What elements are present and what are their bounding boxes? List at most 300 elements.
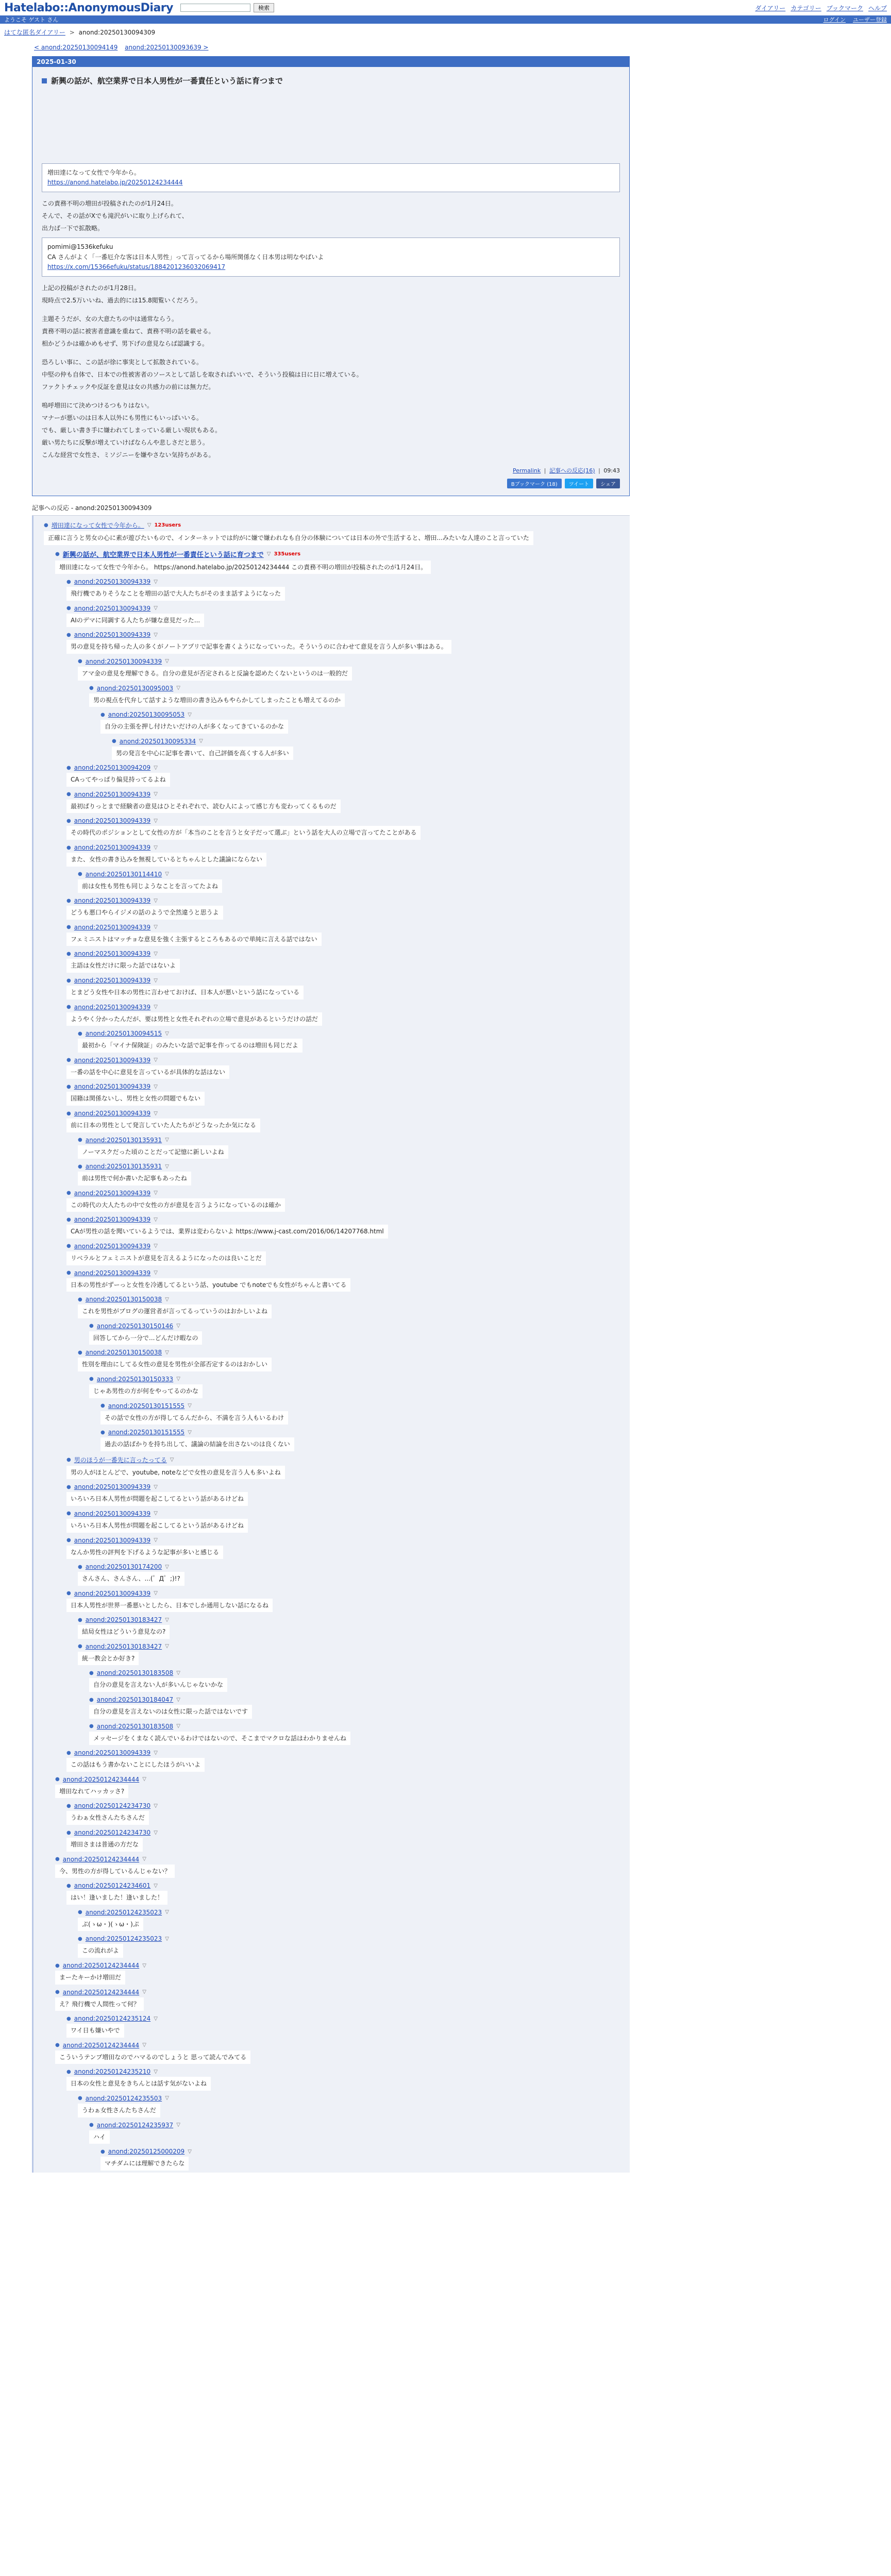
expand-icon[interactable]: ▽ bbox=[165, 1349, 169, 1355]
bullet-icon: ● bbox=[55, 551, 60, 557]
response-header bbox=[100, 2148, 630, 2155]
expand-icon[interactable]: ▽ bbox=[165, 1909, 169, 1916]
response-link[interactable]: anond:20250130094339 bbox=[74, 1110, 151, 1117]
response-body: 自分の主張を押し付けたいだけの人が多くなってきているのかな bbox=[100, 720, 288, 734]
expand-icon[interactable]: ▽ bbox=[154, 977, 158, 984]
response-item bbox=[55, 1774, 630, 1801]
expand-icon[interactable]: ▽ bbox=[165, 2095, 169, 2102]
response-body: メッセージをくまなく読んでいるわけではないので、そこまでマクロな話はわかりませんね bbox=[89, 1732, 350, 1745]
response-item bbox=[100, 1427, 630, 1453]
expand-icon[interactable]: ▽ bbox=[142, 1989, 146, 1995]
response-header bbox=[66, 605, 630, 612]
entry-title[interactable] bbox=[42, 75, 620, 86]
expand-icon[interactable]: ▽ bbox=[165, 1617, 169, 1623]
response-item bbox=[66, 1241, 630, 1267]
response-item bbox=[66, 1800, 630, 1827]
next-entry-link[interactable]: anond:20250130093639 > bbox=[125, 44, 209, 51]
response-header bbox=[55, 1989, 630, 1996]
response-header bbox=[78, 1616, 630, 1623]
response-body: はい！逢いました！逢いました！ bbox=[66, 1891, 167, 1905]
quote-block bbox=[42, 163, 620, 192]
response-body: この時代の大人たちの中で女性の方が意見を言うようになっているのは確か bbox=[66, 1198, 285, 1212]
response-link[interactable]: anond:20250130094339 bbox=[74, 1003, 151, 1011]
response-header bbox=[66, 1004, 630, 1011]
bullet-icon: ● bbox=[66, 1590, 71, 1597]
response-item bbox=[66, 1880, 630, 1907]
bullet-icon: ● bbox=[66, 765, 71, 771]
user-bar bbox=[0, 15, 891, 24]
response-header bbox=[78, 1163, 630, 1170]
response-header bbox=[66, 1216, 630, 1223]
response-link[interactable]: anond:20250130150146 bbox=[96, 1322, 174, 1330]
response-item bbox=[78, 869, 630, 895]
response-body: AIのデマに同調する人たちが嫌な意見だった... bbox=[66, 614, 204, 628]
expand-icon[interactable]: ▽ bbox=[154, 1803, 158, 1809]
response-link[interactable]: anond:20250130094339 bbox=[74, 578, 151, 586]
response-item bbox=[55, 1854, 630, 1880]
expand-icon[interactable]: ▽ bbox=[154, 1883, 158, 1889]
main-content bbox=[0, 41, 630, 2173]
response-body: 増田なれてハッカッさ? bbox=[55, 1785, 128, 1799]
top-link-bookmark[interactable]: ブックマーク bbox=[826, 4, 863, 12]
expand-icon[interactable]: ▽ bbox=[154, 1590, 158, 1597]
bullet-icon: ● bbox=[55, 1962, 60, 1969]
top-link-diary[interactable]: ダイアリー bbox=[755, 4, 786, 12]
expand-icon[interactable]: ▽ bbox=[142, 1856, 146, 1862]
response-item bbox=[66, 2066, 630, 2093]
body-line: 現時点で2.5万いいね、過去的には15.8閲覧いくだろう。 bbox=[42, 296, 201, 304]
response-header bbox=[66, 1269, 630, 1277]
expand-icon[interactable]: ▽ bbox=[176, 1323, 180, 1329]
response-link[interactable]: anond:20250130094339 bbox=[74, 977, 151, 985]
response-header bbox=[78, 871, 630, 878]
bullet-icon: ● bbox=[66, 977, 71, 984]
expand-icon[interactable]: ▽ bbox=[142, 1962, 146, 1969]
response-link[interactable]: anond:20250130094339 bbox=[74, 844, 151, 852]
response-link[interactable]: anond:20250130114410 bbox=[85, 870, 162, 878]
response-header bbox=[66, 1537, 630, 1544]
response-header bbox=[66, 764, 630, 771]
response-link[interactable]: anond:20250124234730 bbox=[74, 1802, 151, 1810]
bullet-icon: ● bbox=[89, 2122, 94, 2128]
response-link[interactable]: anond:20250130094339 bbox=[74, 631, 151, 639]
response-item bbox=[66, 1108, 630, 1134]
body-line: 責務不明の話に被害者意識を重ねて、責務不明の話を載せる。 bbox=[42, 327, 215, 335]
response-item bbox=[78, 1161, 630, 1188]
response-link[interactable]: anond:20250124235937 bbox=[96, 2121, 174, 2129]
response-header bbox=[89, 1723, 630, 1730]
response-link[interactable]: anond:20250130150333 bbox=[96, 1375, 174, 1383]
bullet-icon: ● bbox=[44, 522, 48, 528]
response-header bbox=[89, 2122, 630, 2129]
expand-icon[interactable]: ▽ bbox=[154, 632, 158, 638]
page-navigation bbox=[32, 41, 630, 56]
response-body: え？飛行機で人間性って何？ bbox=[55, 1997, 144, 2011]
expand-icon[interactable]: ▽ bbox=[266, 551, 271, 557]
response-link[interactable]: anond:20250130183427 bbox=[85, 1642, 162, 1650]
expand-icon[interactable]: ▽ bbox=[142, 1776, 146, 1783]
response-header bbox=[112, 738, 630, 745]
response-body: 今、男性の方が得しているんじゃない？ bbox=[55, 1865, 175, 1878]
response-header bbox=[66, 1590, 630, 1597]
response-link[interactable]: anond:20250130184047 bbox=[96, 1696, 174, 1704]
bullet-icon: ● bbox=[66, 924, 71, 930]
top-link-category[interactable]: カテゴリー bbox=[791, 4, 821, 12]
expand-icon[interactable]: ▽ bbox=[165, 1137, 169, 1143]
expand-icon[interactable]: ▽ bbox=[154, 605, 158, 612]
response-item bbox=[55, 1987, 630, 2013]
response-link[interactable]: anond:20250130094339 bbox=[74, 1589, 151, 1597]
response-body: 結局女性はどういう意見なの? bbox=[78, 1625, 170, 1639]
body-line: この責務不明の増田が投稿されたのが1月24日。 bbox=[42, 200, 177, 208]
response-item bbox=[55, 2040, 630, 2066]
expand-icon[interactable]: ▽ bbox=[154, 1750, 158, 1756]
response-link[interactable]: anond:20250130094339 bbox=[74, 897, 151, 905]
bullet-icon: ● bbox=[66, 1750, 71, 1756]
response-item bbox=[66, 975, 630, 1002]
response-link[interactable]: anond:20250124234444 bbox=[62, 1855, 140, 1863]
response-body: さんさん、さんさん、...(゜Д゜;)!? bbox=[78, 1572, 184, 1586]
expand-icon[interactable]: ▽ bbox=[188, 1429, 192, 1435]
response-link[interactable]: 増田達になって女性で今年から。 bbox=[51, 521, 144, 529]
bullet-icon: ● bbox=[100, 711, 105, 718]
response-link[interactable]: anond:20250130095334 bbox=[119, 737, 196, 745]
response-item bbox=[66, 1535, 630, 1562]
breadcrumb-home[interactable]: はてな匿名ダイアリー bbox=[4, 29, 65, 36]
expand-icon[interactable]: ▽ bbox=[154, 1537, 158, 1543]
expand-icon[interactable]: ▽ bbox=[154, 897, 158, 904]
bullet-icon: ● bbox=[89, 1670, 94, 1676]
response-link[interactable]: anond:20250130183508 bbox=[96, 1669, 174, 1677]
bullet-icon: ● bbox=[66, 844, 71, 851]
response-header bbox=[66, 1083, 630, 1090]
response-header bbox=[78, 1030, 630, 1037]
response-item bbox=[100, 2146, 630, 2173]
response-link[interactable]: anond:20250124234444 bbox=[62, 2041, 140, 2049]
response-body: 統一教会とか好き? bbox=[78, 1652, 139, 1666]
expand-icon[interactable]: ▽ bbox=[154, 951, 158, 957]
response-header bbox=[66, 950, 630, 957]
login-link[interactable]: ログイン bbox=[823, 16, 846, 23]
response-item bbox=[78, 1614, 630, 1641]
expand-icon[interactable]: ▽ bbox=[170, 1456, 174, 1463]
tweet-button[interactable]: ツイート bbox=[565, 479, 594, 488]
bullet-icon: ● bbox=[66, 2015, 71, 2022]
tweet-link[interactable]: https://x.com/15366efuku/status/1884201236032069417 bbox=[47, 263, 226, 270]
response-body: 主語は女性だけに限った話ではないよ bbox=[66, 959, 180, 973]
expand-icon[interactable]: ▽ bbox=[165, 871, 169, 877]
response-link[interactable]: anond:20250130094339 bbox=[74, 1536, 151, 1544]
response-link[interactable]: anond:20250130094339 bbox=[74, 1189, 151, 1197]
bullet-icon: ● bbox=[66, 1829, 71, 1836]
entry-footer: Permalink | 記事への反応(16) | 09:43 bbox=[513, 467, 620, 474]
bullet-icon: ● bbox=[66, 1110, 71, 1116]
response-body: 自分の意見を言えない人が多いんじゃないかな bbox=[89, 1678, 227, 1692]
response-header bbox=[55, 1856, 630, 1863]
expand-icon[interactable]: ▽ bbox=[165, 1030, 169, 1037]
prev-entry-link[interactable]: < anond:20250130094149 bbox=[34, 44, 118, 51]
top-links bbox=[755, 4, 887, 12]
response-body: その話で女性の方が得してるんだから、不満を言う人もいるわけ bbox=[100, 1411, 288, 1425]
bullet-icon: ● bbox=[66, 1243, 71, 1249]
response-item bbox=[89, 1694, 630, 1721]
response-link[interactable]: anond:20250130094339 bbox=[74, 1269, 151, 1277]
response-link[interactable]: anond:20250130135931 bbox=[85, 1163, 162, 1171]
response-body: 男の意見を持ち帰った人の多くがノートアプリで記事を書くようになっていった。そういうのに合わせて意見を言う人が多い事はある。 bbox=[66, 640, 451, 654]
response-header bbox=[78, 1909, 630, 1916]
response-link[interactable]: anond:20250124235023 bbox=[85, 1908, 162, 1916]
bullet-icon: ● bbox=[78, 1564, 82, 1570]
response-link[interactable]: anond:20250124235124 bbox=[74, 2015, 151, 2023]
response-link[interactable]: anond:20250130094339 bbox=[74, 1083, 151, 1091]
bullet-icon: ● bbox=[66, 579, 71, 585]
welcome-text: ようこそ ゲスト さん bbox=[4, 16, 59, 23]
expand-icon[interactable]: ▽ bbox=[176, 1670, 180, 1676]
response-link[interactable]: anond:20250124235210 bbox=[74, 2068, 151, 2076]
response-link[interactable]: anond:20250130094339 bbox=[74, 817, 151, 825]
response-link[interactable]: anond:20250124234444 bbox=[62, 1775, 140, 1783]
response-item bbox=[78, 1028, 630, 1055]
response-header bbox=[89, 1323, 630, 1330]
bullet-icon: ● bbox=[66, 1803, 71, 1809]
response-body: CAってやっぱり偏見持ってるよね bbox=[66, 773, 170, 787]
response-link[interactable]: anond:20250130095003 bbox=[96, 684, 174, 692]
response-link[interactable]: anond:20250130094339 bbox=[85, 657, 162, 665]
response-header bbox=[66, 631, 630, 638]
response-header bbox=[66, 791, 630, 798]
response-header bbox=[100, 1402, 630, 1410]
site-logo[interactable]: Hatelabo::AnonymousDiary bbox=[4, 1, 173, 14]
response-link[interactable]: anond:20250130094339 bbox=[74, 1510, 151, 1517]
response-link[interactable]: anond:20250124235503 bbox=[85, 2094, 162, 2102]
expand-icon[interactable]: ▽ bbox=[154, 1484, 158, 1490]
expand-icon[interactable]: ▽ bbox=[176, 2122, 180, 2128]
response-header bbox=[78, 1296, 630, 1303]
response-item bbox=[66, 789, 630, 816]
bullet-icon: ● bbox=[100, 1403, 105, 1409]
bookmark-button[interactable]: Bブックマーク (18) bbox=[507, 479, 562, 488]
response-link[interactable]: anond:20250130094339 bbox=[74, 1242, 151, 1250]
response-link[interactable]: anond:20250130174200 bbox=[85, 1563, 162, 1571]
response-header bbox=[66, 844, 630, 851]
response-body: うわぁ女性さんたちさんだ bbox=[78, 2104, 160, 2117]
response-link[interactable]: anond:20250130094339 bbox=[74, 604, 151, 612]
response-link[interactable]: anond:20250130094339 bbox=[74, 1483, 151, 1491]
search-button[interactable]: 検索 bbox=[254, 3, 274, 12]
bullet-icon: ● bbox=[66, 1270, 71, 1276]
response-body: いろいろ日本人男性が問題を起こしてるという話があるけどね bbox=[66, 1519, 248, 1533]
bullet-icon: ● bbox=[66, 1456, 71, 1463]
expand-icon[interactable]: ▽ bbox=[188, 711, 192, 718]
expand-icon[interactable]: ▽ bbox=[165, 1564, 169, 1570]
response-link[interactable]: anond:20250130151555 bbox=[108, 1429, 185, 1436]
response-header bbox=[44, 521, 630, 530]
bullet-icon: ● bbox=[89, 1323, 94, 1329]
expand-icon[interactable]: ▽ bbox=[147, 522, 152, 528]
response-item bbox=[66, 1081, 630, 1108]
expand-icon[interactable]: ▽ bbox=[154, 765, 158, 771]
response-body: 日本の女性と意見をきちんとは話す気がないよね bbox=[66, 2077, 211, 2091]
response-header bbox=[89, 1376, 630, 1383]
body-line: マナーが悪いのは日本人以外にも男性にもいっぱいいる。 bbox=[42, 414, 203, 421]
response-link[interactable]: anond:20250130150038 bbox=[85, 1349, 162, 1357]
bullet-icon: ● bbox=[78, 658, 82, 665]
response-link[interactable]: anond:20250130095053 bbox=[108, 711, 185, 719]
response-header bbox=[66, 1749, 630, 1756]
expand-icon[interactable]: ▽ bbox=[154, 2015, 158, 2022]
response-header bbox=[66, 1802, 630, 1809]
expand-icon[interactable]: ▽ bbox=[188, 2148, 192, 2155]
bookmark-count[interactable]: 123users bbox=[154, 522, 181, 528]
response-link[interactable]: anond:20250124234601 bbox=[74, 1882, 151, 1890]
quote-link[interactable]: https://anond.hatelabo.jp/20250124234444 bbox=[47, 179, 183, 187]
expand-icon[interactable]: ▽ bbox=[176, 1697, 180, 1703]
entry-time: 09:43 bbox=[603, 467, 620, 474]
response-item bbox=[66, 1508, 630, 1535]
response-link[interactable]: anond:20250130094515 bbox=[85, 1030, 162, 1038]
facebook-share-button[interactable]: シェア bbox=[596, 479, 620, 488]
register-link[interactable]: ユーザー登録 bbox=[853, 16, 887, 23]
bullet-icon: ● bbox=[66, 1057, 71, 1063]
response-header bbox=[66, 924, 630, 931]
bullet-icon: ● bbox=[66, 1083, 71, 1090]
entry bbox=[32, 56, 630, 496]
response-header bbox=[66, 1829, 630, 1836]
response-header bbox=[66, 1510, 630, 1517]
expand-icon[interactable]: ▽ bbox=[154, 1270, 158, 1276]
permalink[interactable]: Permalink bbox=[513, 467, 541, 474]
entry-title-text[interactable]: 新興の話が、航空業界で日本人男性が一番責任という話に育つまで bbox=[51, 76, 283, 86]
expand-icon[interactable]: ▽ bbox=[154, 1829, 158, 1836]
response-item bbox=[78, 1561, 630, 1588]
bullet-icon: ● bbox=[66, 1537, 71, 1543]
body-line: 上記の投稿がされたのが1月28日。 bbox=[42, 284, 140, 292]
response-link[interactable]: anond:20250124234444 bbox=[62, 1988, 140, 1996]
response-body: リベラルとフェミニストが意見を言えるようになったのは良いことだ bbox=[66, 1251, 266, 1265]
response-link[interactable]: anond:20250130183427 bbox=[85, 1616, 162, 1624]
response-link[interactable]: anond:20250130094339 bbox=[74, 790, 151, 798]
response-body: ハイ bbox=[89, 2130, 110, 2144]
expand-icon[interactable]: ▽ bbox=[154, 1004, 158, 1010]
response-link[interactable]: anond:20250130094339 bbox=[74, 923, 151, 931]
response-body: うわぁ女性さんたちさんだ bbox=[66, 1811, 149, 1825]
bookmark-count[interactable]: 335users bbox=[274, 551, 301, 557]
response-link[interactable]: 新興の話が、航空業界で日本人男性が一番責任という話に育つまで bbox=[62, 551, 264, 559]
response-link[interactable]: anond:20250130150038 bbox=[85, 1296, 162, 1303]
expand-icon[interactable]: ▽ bbox=[165, 1643, 169, 1650]
quote-text: 増田達になって女性で今年から。 bbox=[47, 169, 141, 176]
response-body: 前は男性で何か書いた記事もあったね bbox=[78, 1172, 191, 1185]
response-header bbox=[66, 578, 630, 585]
expand-icon[interactable]: ▽ bbox=[154, 1083, 158, 1090]
expand-icon[interactable]: ▽ bbox=[154, 1243, 158, 1249]
response-link[interactable]: anond:20250130094339 bbox=[74, 1749, 151, 1757]
expand-icon[interactable]: ▽ bbox=[154, 1190, 158, 1196]
expand-icon[interactable]: ▽ bbox=[176, 685, 180, 691]
expand-icon[interactable]: ▽ bbox=[154, 1110, 158, 1116]
response-header bbox=[89, 685, 630, 692]
response-link[interactable]: anond:20250130094339 bbox=[74, 1216, 151, 1224]
expand-icon[interactable]: ▽ bbox=[154, 579, 158, 585]
expand-icon[interactable]: ▽ bbox=[142, 2042, 146, 2048]
expand-icon[interactable]: ▽ bbox=[154, 924, 158, 930]
response-item bbox=[66, 1747, 630, 1774]
response-item bbox=[112, 736, 630, 762]
response-body: ノーマスクだった頃のことだって記憶に新しいよね bbox=[78, 1145, 228, 1159]
response-link[interactable]: anond:20250124234730 bbox=[74, 1829, 151, 1837]
response-link[interactable]: anond:20250124235023 bbox=[85, 1935, 162, 1943]
responses-heading: 記事への反応 - anond:20250130094309 bbox=[32, 496, 630, 516]
bullet-icon: ● bbox=[66, 1216, 71, 1223]
response-body: ようやく分かったんだが、要は男性と女性それぞれの立場で意見があるというだけの話だ bbox=[66, 1012, 322, 1026]
response-item bbox=[66, 1481, 630, 1508]
response-link[interactable]: anond:20250130094339 bbox=[74, 950, 151, 958]
entry-date: 2025-01-30 bbox=[32, 57, 629, 67]
response-link[interactable]: anond:20250130183508 bbox=[96, 1722, 174, 1730]
expand-icon[interactable]: ▽ bbox=[165, 658, 169, 665]
bullet-icon: ● bbox=[55, 2042, 60, 2048]
response-link[interactable]: anond:20250130094209 bbox=[74, 764, 151, 772]
response-header bbox=[66, 1882, 630, 1889]
response-link[interactable]: anond:20250130135931 bbox=[85, 1136, 162, 1144]
bullet-icon: ● bbox=[78, 1936, 82, 1942]
response-item bbox=[89, 1374, 630, 1400]
response-header bbox=[78, 1563, 630, 1570]
bullet-icon: ● bbox=[66, 1484, 71, 1490]
expand-icon[interactable]: ▽ bbox=[154, 818, 158, 824]
response-body: ぷ(ゝω・)(ゝω・)ぷ bbox=[78, 1918, 143, 1931]
top-link-help[interactable]: ヘルプ bbox=[868, 4, 887, 12]
expand-icon[interactable]: ▽ bbox=[165, 1296, 169, 1302]
expand-icon[interactable]: ▽ bbox=[154, 1057, 158, 1063]
expand-icon[interactable]: ▽ bbox=[154, 1216, 158, 1223]
expand-icon[interactable]: ▽ bbox=[154, 844, 158, 851]
response-item bbox=[55, 1960, 630, 1987]
body-line: 相かどうかは確かめもせず、男下げの意見ならば認識する。 bbox=[42, 340, 209, 347]
response-link[interactable]: anond:20250130151555 bbox=[108, 1402, 185, 1410]
responses-link[interactable]: 記事への反応(16) bbox=[549, 467, 595, 474]
response-link[interactable]: 男のほうが一番先に言ったってる bbox=[74, 1456, 167, 1464]
search-input[interactable] bbox=[180, 4, 250, 12]
body-line: でも、厳しい書き手に嫌われてしまっている厳しい現状もある。 bbox=[42, 426, 222, 434]
response-body: 増田さまは普通の方だな bbox=[66, 1838, 143, 1852]
response-item bbox=[66, 1827, 630, 1854]
bullet-icon: ● bbox=[66, 605, 71, 612]
expand-icon[interactable]: ▽ bbox=[199, 738, 203, 744]
expand-icon[interactable]: ▽ bbox=[176, 1376, 180, 1382]
expand-icon[interactable]: ▽ bbox=[154, 1511, 158, 1517]
response-body: これを男性がブログの運営者が言ってるっていうのはおかしいよね bbox=[78, 1304, 272, 1318]
response-link[interactable]: anond:20250124234444 bbox=[62, 1962, 140, 1969]
response-header bbox=[78, 1643, 630, 1650]
expand-icon[interactable]: ▽ bbox=[165, 1163, 169, 1170]
response-item bbox=[78, 1933, 630, 1960]
response-link[interactable]: anond:20250130094339 bbox=[74, 1056, 151, 1064]
response-item bbox=[66, 2013, 630, 2040]
expand-icon[interactable]: ▽ bbox=[154, 2069, 158, 2075]
response-body: なんか男性の評判を下げるような記事が多いと感じる bbox=[66, 1546, 223, 1560]
response-body: ワイ日も嫌いやで bbox=[66, 2024, 124, 2038]
expand-icon[interactable]: ▽ bbox=[188, 1403, 192, 1409]
expand-icon[interactable]: ▽ bbox=[176, 1723, 180, 1730]
bullet-icon: ● bbox=[66, 897, 71, 904]
response-item bbox=[66, 762, 630, 789]
expand-icon[interactable]: ▽ bbox=[165, 1936, 169, 1942]
bullet-icon: ● bbox=[55, 1776, 60, 1783]
bullet-icon: ● bbox=[66, 632, 71, 638]
response-link[interactable]: anond:20250125000209 bbox=[108, 2148, 185, 2156]
expand-icon[interactable]: ▽ bbox=[154, 791, 158, 798]
